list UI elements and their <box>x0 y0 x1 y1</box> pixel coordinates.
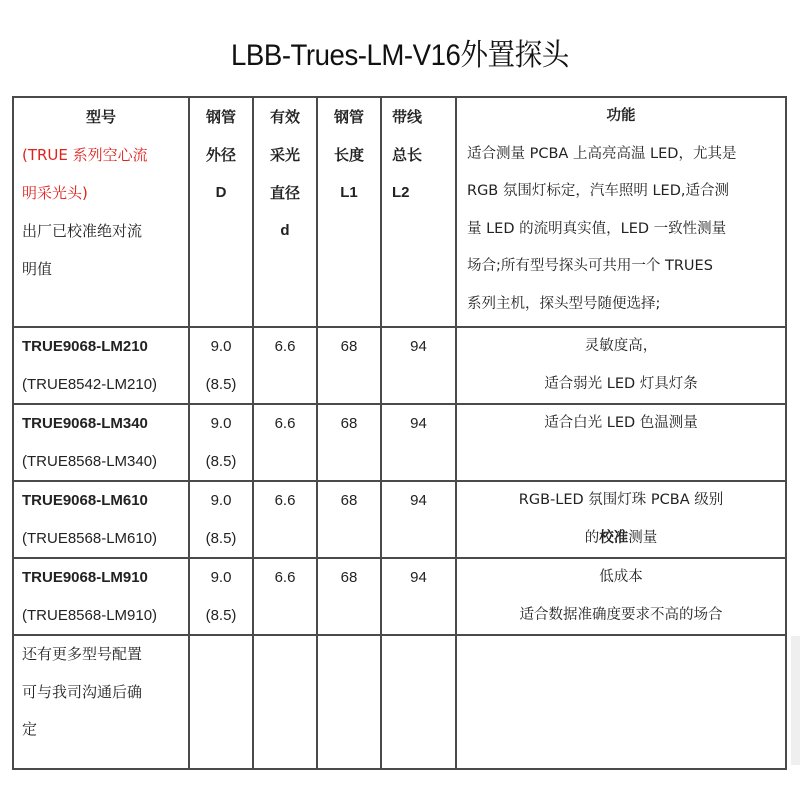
header-effective-diameter-line1: 有效 <box>269 108 300 126</box>
header-total-length-line1: 带线 <box>392 108 423 126</box>
outer-diameter-value: 9.0 <box>210 415 232 432</box>
header-tube-length-line1: 钢管 <box>333 108 364 126</box>
model-alt-name: (TRUE8542-LM210) <box>22 375 158 393</box>
cell-effective-diameter <box>253 327 317 404</box>
table-row <box>13 481 786 558</box>
side-shadow-strip <box>791 636 800 765</box>
spec-table <box>12 96 787 770</box>
outer-diameter-alt-value: (8.5) <box>205 452 237 470</box>
function-line1: RGB-LED 氛围灯珠 PCBA 级别 <box>518 492 724 508</box>
outer-diameter-alt-value: (8.5) <box>205 606 237 624</box>
header-function-line: RGB 氛围灯标定，汽车照明 LED,适合测 <box>467 183 729 199</box>
cell-function <box>456 481 786 558</box>
cell-total-length <box>381 404 456 481</box>
cell-tube-length <box>317 404 381 481</box>
function-line2-bold: 校准 <box>599 529 629 546</box>
cell-function <box>456 327 786 404</box>
total-length-value: 94 <box>410 338 427 355</box>
header-model-red-line2: 明采光头) <box>22 184 88 202</box>
total-length-value: 94 <box>410 492 427 509</box>
header-function-line: 场合;所有型号探头可共用一个 TRUES <box>467 258 713 274</box>
table-row-more-models <box>13 635 786 769</box>
cell-outer-diameter <box>189 404 253 481</box>
header-model-note-line1: 出厂已校准绝对流 <box>22 222 143 240</box>
cell-function <box>456 404 786 481</box>
header-tube-length <box>317 97 381 327</box>
header-total-length-line2: 总长 <box>392 146 423 164</box>
cell-model <box>13 481 189 558</box>
cell-total-length <box>381 481 456 558</box>
outer-diameter-value: 9.0 <box>210 492 232 509</box>
table-header-row <box>13 97 786 327</box>
outer-diameter-value: 9.0 <box>210 338 232 355</box>
model-alt-name: (TRUE8568-LM910) <box>22 606 158 624</box>
model-alt-name: (TRUE8568-LM610) <box>22 529 158 547</box>
total-length-value: 94 <box>410 569 427 586</box>
header-model <box>13 97 189 327</box>
header-model-note-line2: 明值 <box>22 260 53 278</box>
header-total-length-line3: L2 <box>392 184 410 201</box>
outer-diameter-value: 9.0 <box>210 569 232 586</box>
cell-tube-length <box>317 327 381 404</box>
effective-diameter-value: 6.6 <box>274 338 296 355</box>
header-function-label: 功能 <box>606 108 636 124</box>
cell-empty <box>189 635 253 769</box>
header-outer-diameter <box>189 97 253 327</box>
model-name: TRUE9068-LM910 <box>22 569 148 586</box>
cell-effective-diameter <box>253 404 317 481</box>
cell-effective-diameter <box>253 558 317 635</box>
function-line1: 适合白光 LED 色温测量 <box>544 415 698 431</box>
function-line1: 低成本 <box>599 569 643 585</box>
page-title: LBB-Trues-LM-V16外置探头 <box>231 39 569 72</box>
cell-more-models <box>13 635 189 769</box>
model-name: TRUE9068-LM610 <box>22 492 148 509</box>
header-tube-length-line2: 长度 <box>333 146 364 164</box>
header-effective-diameter <box>253 97 317 327</box>
cell-empty <box>381 635 456 769</box>
cell-outer-diameter <box>189 558 253 635</box>
header-effective-diameter-line3: 直径 <box>269 184 300 202</box>
header-function-line: 适合测量 PCBA 上高亮高温 LED，尤其是 <box>467 145 737 162</box>
effective-diameter-value: 6.6 <box>274 569 296 586</box>
cell-empty <box>317 635 381 769</box>
tube-length-value: 68 <box>340 569 358 586</box>
cell-effective-diameter <box>253 481 317 558</box>
function-line2: 适合数据准确度要求不高的场合 <box>519 606 723 623</box>
header-outer-diameter-line2: 外径 <box>205 146 236 164</box>
table-row <box>13 327 786 404</box>
header-tube-length-line3: L1 <box>340 184 358 201</box>
more-models-line2: 可与我司沟通后确 <box>22 682 143 701</box>
cell-tube-length <box>317 558 381 635</box>
cell-tube-length <box>317 481 381 558</box>
tube-length-value: 68 <box>340 338 358 355</box>
more-models-line1: 还有更多型号配置 <box>22 645 143 663</box>
tube-length-value: 68 <box>340 415 358 432</box>
header-total-length <box>381 97 456 327</box>
table-row <box>13 558 786 635</box>
header-model-label: 型号 <box>85 108 116 126</box>
header-model-red-line1: (TRUE 系列空心流 <box>22 146 148 164</box>
tube-length-value: 68 <box>340 492 358 509</box>
function-line2-pre: 的 <box>584 529 600 546</box>
cell-outer-diameter <box>189 327 253 404</box>
function-line2 <box>467 520 775 558</box>
cell-total-length <box>381 327 456 404</box>
header-function-line: 系列主机，探头型号随便选择; <box>467 295 661 312</box>
header-effective-diameter-line2: 采光 <box>269 146 300 164</box>
function-line2: 适合弱光 LED 灯具灯条 <box>544 375 698 392</box>
cell-outer-diameter <box>189 481 253 558</box>
function-line2-post: 测量 <box>628 529 658 546</box>
cell-total-length <box>381 558 456 635</box>
outer-diameter-alt-value: (8.5) <box>205 529 237 547</box>
table-row <box>13 404 786 481</box>
effective-diameter-value: 6.6 <box>274 492 296 509</box>
function-line1: 灵敏度高， <box>584 338 658 354</box>
cell-function <box>456 558 786 635</box>
model-name: TRUE9068-LM340 <box>22 415 148 432</box>
cell-model <box>13 404 189 481</box>
header-outer-diameter-line3: D <box>215 184 227 201</box>
header-function <box>456 97 786 327</box>
header-effective-diameter-line4: d <box>280 222 290 239</box>
model-name: TRUE9068-LM210 <box>22 338 148 355</box>
model-alt-name: (TRUE8568-LM340) <box>22 452 158 470</box>
outer-diameter-alt-value: (8.5) <box>205 375 237 393</box>
cell-model <box>13 327 189 404</box>
cell-model <box>13 558 189 635</box>
more-models-line3: 定 <box>22 720 38 738</box>
cell-empty <box>253 635 317 769</box>
effective-diameter-value: 6.6 <box>274 415 296 432</box>
header-function-line: 量 LED 的流明真实值，LED 一致性测量 <box>467 220 727 237</box>
total-length-value: 94 <box>410 415 427 432</box>
header-outer-diameter-line1: 钢管 <box>205 108 236 126</box>
cell-empty <box>456 635 786 769</box>
